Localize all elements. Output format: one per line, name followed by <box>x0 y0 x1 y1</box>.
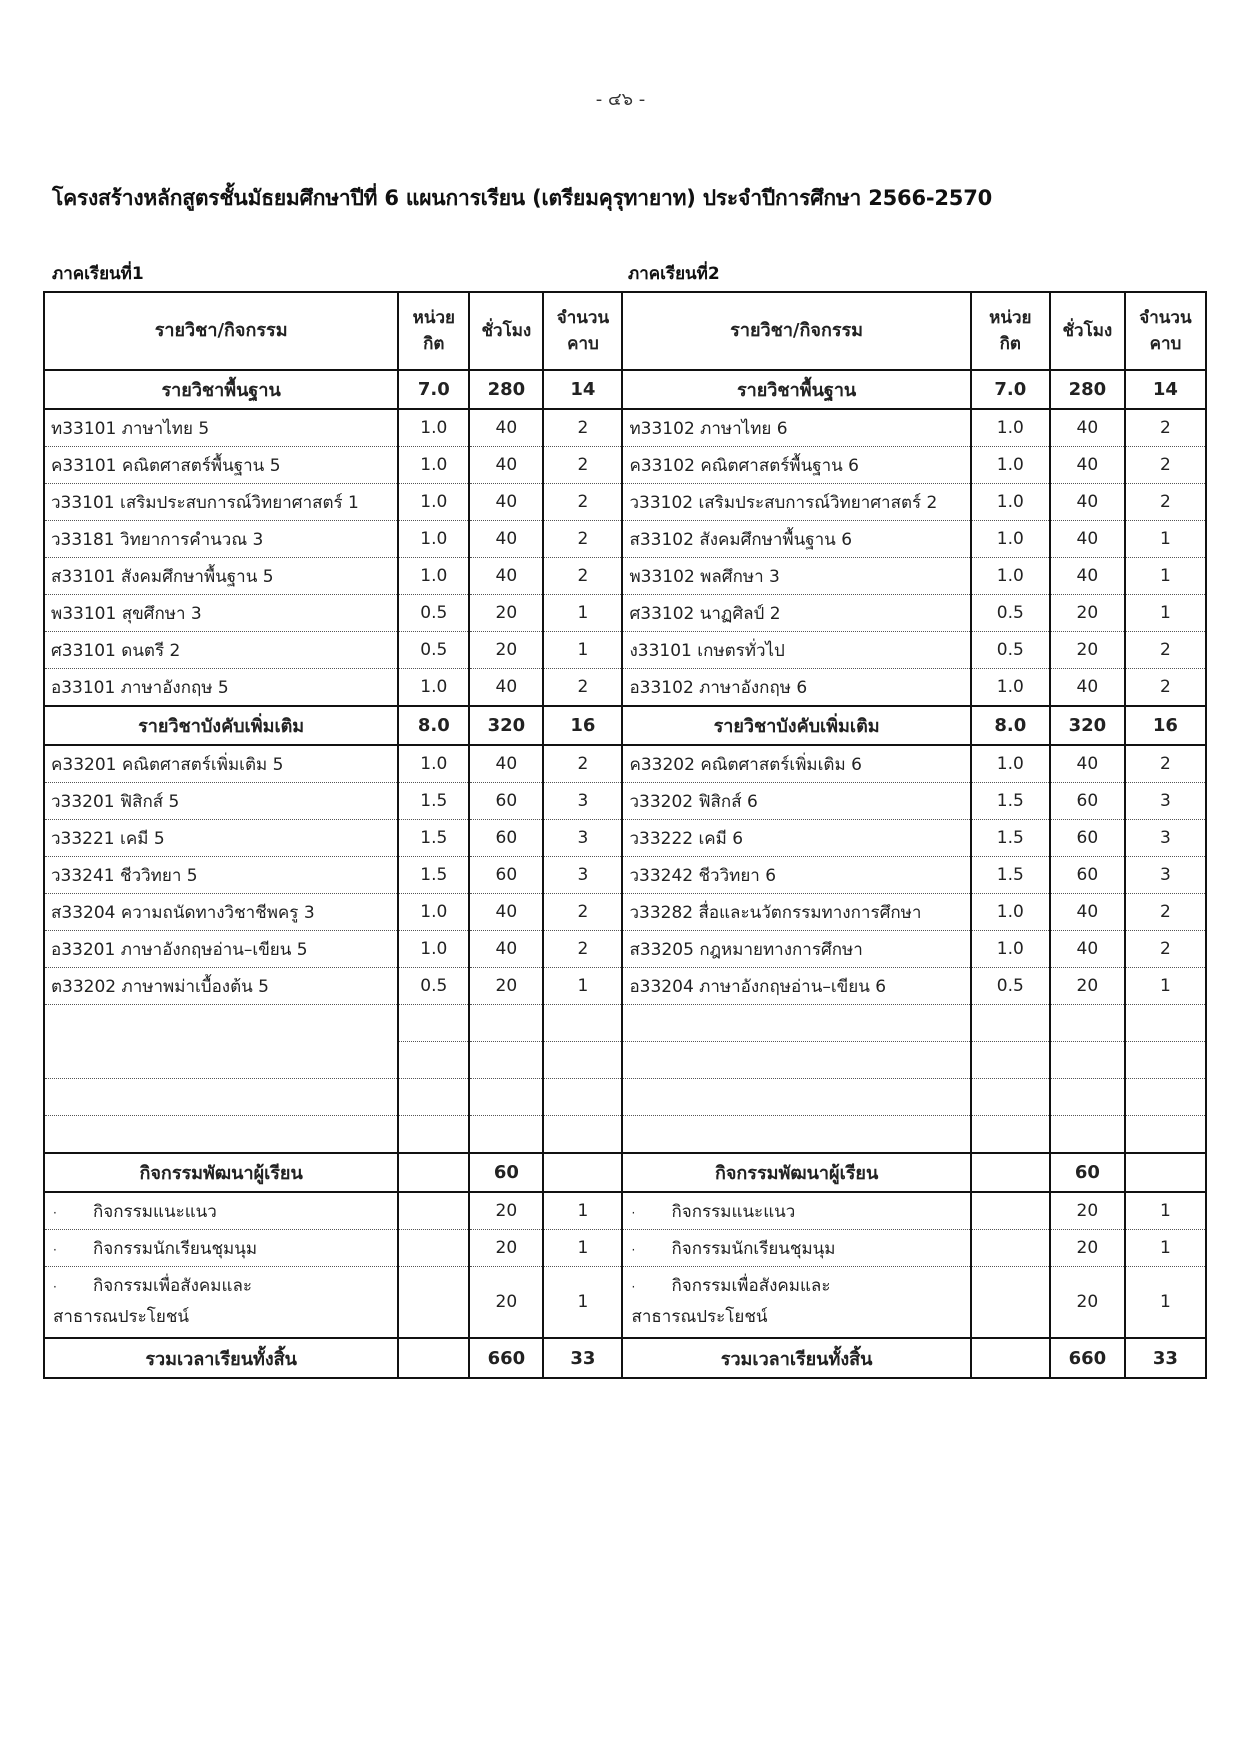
empty-cell <box>44 1042 398 1079</box>
empty-cell <box>1050 1079 1125 1116</box>
subject-cell: ค33202 คณิตศาสตร์เพิ่มเติม 6 <box>622 745 970 783</box>
section-hours: 320 <box>1050 706 1125 745</box>
header-periods-line1: จำนวน <box>556 307 610 328</box>
credits-cell: 0.5 <box>398 968 469 1005</box>
table-row <box>44 409 1206 447</box>
credits-cell: 1.5 <box>971 857 1050 894</box>
empty-row <box>44 1079 1206 1116</box>
credits-cell: 1.0 <box>971 931 1050 968</box>
hours-cell: 20 <box>1050 595 1125 632</box>
section-credits <box>398 1153 469 1192</box>
subject-cell: ส33205 กฎหมายทางการศึกษา <box>622 931 970 968</box>
empty-cell <box>622 1005 970 1042</box>
credits-cell: 1.0 <box>398 447 469 484</box>
periods-cell: 2 <box>543 745 622 783</box>
hours-cell: 40 <box>469 894 543 931</box>
credits-cell: 1.5 <box>398 783 469 820</box>
subject-cell: ว33181 วิทยาการคำนวณ 3 <box>44 521 398 558</box>
periods-cell: 2 <box>543 669 622 707</box>
periods-cell: 2 <box>543 931 622 968</box>
hours-cell: 40 <box>1050 669 1125 707</box>
hours-cell: 40 <box>469 558 543 595</box>
periods-cell: 2 <box>543 894 622 931</box>
periods-cell: 3 <box>543 820 622 857</box>
header-hours: ชั่วโมง <box>1050 292 1125 370</box>
credits-cell: 1.5 <box>971 820 1050 857</box>
table-row <box>44 447 1206 484</box>
term-2-label: ภาคเรียนที่2 <box>628 264 720 284</box>
activity-row <box>44 1192 1206 1230</box>
empty-cell <box>1050 1042 1125 1079</box>
table-row <box>44 857 1206 894</box>
periods-cell: 3 <box>1125 783 1206 820</box>
credits-cell: 1.0 <box>971 894 1050 931</box>
periods-cell: 1 <box>543 968 622 1005</box>
subject-cell: ว33201 ฟิสิกส์ 5 <box>44 783 398 820</box>
empty-cell <box>543 1079 622 1116</box>
credits-cell <box>398 1230 469 1267</box>
periods-cell: 2 <box>1125 409 1206 447</box>
hours-cell: 20 <box>1050 1267 1125 1339</box>
total-name: รวมเวลาเรียนทั้งสิ้น <box>622 1338 970 1378</box>
section-periods: 14 <box>543 370 622 409</box>
hours-cell: 40 <box>469 669 543 707</box>
subject-cell: ส33102 สังคมศึกษาพื้นฐาน 6 <box>622 521 970 558</box>
activity-label: กิจกรรมแนะแนว <box>93 1201 217 1222</box>
section-name: กิจกรรมพัฒนาผู้เรียน <box>622 1153 970 1192</box>
hours-cell: 40 <box>469 745 543 783</box>
total-periods: 33 <box>1125 1338 1206 1378</box>
subject-cell: ค33101 คณิตศาสตร์พื้นฐาน 5 <box>44 447 398 484</box>
hours-cell: 60 <box>469 857 543 894</box>
periods-cell: 2 <box>1125 745 1206 783</box>
total-periods: 33 <box>543 1338 622 1378</box>
section-periods: 16 <box>1125 706 1206 745</box>
subject-cell: ศ33101 ดนตรี 2 <box>44 632 398 669</box>
subject-cell: ท33101 ภาษาไทย 5 <box>44 409 398 447</box>
hours-cell: 60 <box>1050 820 1125 857</box>
periods-cell: 2 <box>1125 484 1206 521</box>
header-credits <box>971 292 1050 370</box>
empty-cell <box>622 1079 970 1116</box>
table-row <box>44 558 1206 595</box>
empty-cell <box>971 1005 1050 1042</box>
activity-subject-cell <box>622 1230 970 1267</box>
periods-cell: 3 <box>543 857 622 894</box>
hours-cell: 40 <box>1050 894 1125 931</box>
bullet-icon: · <box>631 1279 636 1294</box>
section-hours: 320 <box>469 706 543 745</box>
section-periods: 16 <box>543 706 622 745</box>
activity-label: กิจกรรมแนะแนว <box>671 1201 796 1222</box>
empty-row <box>44 1005 1206 1042</box>
credits-cell <box>971 1192 1050 1230</box>
periods-cell: 2 <box>543 409 622 447</box>
credits-cell: 1.0 <box>971 521 1050 558</box>
subject-cell: พ33101 สุขศึกษา 3 <box>44 595 398 632</box>
subject-cell: ค33102 คณิตศาสตร์พื้นฐาน 6 <box>622 447 970 484</box>
bullet-icon: · <box>53 1205 57 1220</box>
periods-cell: 2 <box>543 484 622 521</box>
credits-cell: 1.0 <box>398 521 469 558</box>
credits-cell <box>971 1230 1050 1267</box>
hours-cell: 60 <box>469 783 543 820</box>
credits-cell: 1.0 <box>971 745 1050 783</box>
hours-cell: 20 <box>469 1267 543 1339</box>
bullet-icon: · <box>53 1279 57 1294</box>
header-periods <box>543 292 622 370</box>
periods-cell: 1 <box>543 1267 622 1339</box>
periods-cell: 1 <box>1125 521 1206 558</box>
credits-cell <box>971 1267 1050 1339</box>
periods-cell: 2 <box>1125 447 1206 484</box>
total-hours: 660 <box>469 1338 543 1378</box>
hours-cell: 60 <box>1050 783 1125 820</box>
empty-row <box>44 1116 1206 1154</box>
table-row <box>44 521 1206 558</box>
empty-cell <box>622 1116 970 1154</box>
header-credits-line1: หน่วย <box>412 307 455 328</box>
credits-cell <box>398 1192 469 1230</box>
empty-cell <box>1125 1079 1206 1116</box>
hours-cell: 40 <box>1050 484 1125 521</box>
total-hours: 660 <box>1050 1338 1125 1378</box>
total-row <box>44 1338 1206 1378</box>
credits-cell: 1.0 <box>971 447 1050 484</box>
credits-cell: 1.0 <box>971 558 1050 595</box>
table-row <box>44 595 1206 632</box>
section-credits: 7.0 <box>398 370 469 409</box>
bullet-icon: · <box>631 1242 636 1257</box>
periods-cell: 1 <box>1125 1230 1206 1267</box>
credits-cell <box>398 1267 469 1339</box>
section-name: รายวิชาพื้นฐาน <box>44 370 398 409</box>
hours-cell: 20 <box>1050 632 1125 669</box>
periods-cell: 2 <box>543 521 622 558</box>
bullet-icon: · <box>53 1242 57 1257</box>
credits-cell: 0.5 <box>398 595 469 632</box>
periods-cell: 1 <box>543 1230 622 1267</box>
hours-cell: 40 <box>1050 745 1125 783</box>
section-hours: 60 <box>1050 1153 1125 1192</box>
credits-cell: 1.5 <box>971 783 1050 820</box>
subject-cell: ว33102 เสริมประสบการณ์วิทยาศาสตร์ 2 <box>622 484 970 521</box>
hours-cell: 40 <box>469 931 543 968</box>
credits-cell: 1.0 <box>971 409 1050 447</box>
subject-cell: พ33102 พลศึกษา 3 <box>622 558 970 595</box>
table-row <box>44 894 1206 931</box>
hours-cell: 40 <box>469 521 543 558</box>
hours-cell: 40 <box>1050 409 1125 447</box>
header-subject: รายวิชา/กิจกรรม <box>622 292 970 370</box>
empty-cell <box>469 1005 543 1042</box>
hours-cell: 40 <box>1050 558 1125 595</box>
hours-cell: 20 <box>469 1230 543 1267</box>
periods-cell: 2 <box>1125 632 1206 669</box>
credits-cell: 1.5 <box>398 820 469 857</box>
empty-cell <box>44 1116 398 1154</box>
section-name: กิจกรรมพัฒนาผู้เรียน <box>44 1153 398 1192</box>
periods-cell: 3 <box>543 783 622 820</box>
subject-cell: อ33101 ภาษาอังกฤษ 5 <box>44 669 398 707</box>
subject-cell: อ33102 ภาษาอังกฤษ 6 <box>622 669 970 707</box>
subject-cell: ว33242 ชีววิทยา 6 <box>622 857 970 894</box>
credits-cell: 0.5 <box>971 595 1050 632</box>
subject-cell: ต33202 ภาษาพม่าเบื้องต้น 5 <box>44 968 398 1005</box>
periods-cell: 2 <box>543 447 622 484</box>
empty-cell <box>971 1079 1050 1116</box>
total-credits <box>398 1338 469 1378</box>
empty-cell <box>622 1042 970 1079</box>
empty-cell <box>44 1079 398 1116</box>
hours-cell: 60 <box>469 820 543 857</box>
empty-cell <box>398 1005 469 1042</box>
empty-cell <box>469 1116 543 1154</box>
header-periods-line1: จำนวน <box>1139 307 1192 328</box>
hours-cell: 20 <box>469 968 543 1005</box>
subject-cell: ว33282 สื่อและนวัตกรรมทางการศึกษา <box>622 894 970 931</box>
hours-cell: 20 <box>1050 1230 1125 1267</box>
header-hours: ชั่วโมง <box>469 292 543 370</box>
activities-section-row <box>44 1153 1206 1192</box>
header-credits-line2: กิต <box>999 334 1021 354</box>
basic-section-row <box>44 370 1206 409</box>
curriculum-table <box>43 291 1207 1379</box>
additional-section-row <box>44 706 1206 745</box>
table-row <box>44 931 1206 968</box>
subject-cell: ว33202 ฟิสิกส์ 6 <box>622 783 970 820</box>
activity-label: กิจกรรมเพื่อสังคมและ <box>93 1275 253 1296</box>
header-periods-line2: คาบ <box>567 334 599 354</box>
credits-cell: 0.5 <box>971 632 1050 669</box>
hours-cell: 40 <box>469 484 543 521</box>
credits-cell: 0.5 <box>398 632 469 669</box>
periods-cell: 3 <box>1125 820 1206 857</box>
total-name: รวมเวลาเรียนทั้งสิ้น <box>44 1338 398 1378</box>
subject-cell: อ33201 ภาษาอังกฤษอ่าน–เขียน 5 <box>44 931 398 968</box>
activity-row <box>44 1230 1206 1267</box>
section-periods: 14 <box>1125 370 1206 409</box>
credits-cell: 1.0 <box>398 931 469 968</box>
credits-cell: 0.5 <box>971 968 1050 1005</box>
empty-cell <box>469 1079 543 1116</box>
hours-cell: 20 <box>1050 1192 1125 1230</box>
table-header-row <box>44 292 1206 370</box>
section-name: รายวิชาบังคับเพิ่มเติม <box>622 706 970 745</box>
subject-cell: ส33101 สังคมศึกษาพื้นฐาน 5 <box>44 558 398 595</box>
hours-cell: 40 <box>1050 931 1125 968</box>
periods-cell: 1 <box>1125 1192 1206 1230</box>
credits-cell: 1.0 <box>398 558 469 595</box>
header-credits-line2: กิต <box>423 334 445 354</box>
periods-cell: 3 <box>1125 857 1206 894</box>
header-subject: รายวิชา/กิจกรรม <box>44 292 398 370</box>
empty-cell <box>398 1079 469 1116</box>
subject-cell: ท33102 ภาษาไทย 6 <box>622 409 970 447</box>
section-credits: 7.0 <box>971 370 1050 409</box>
activity-label: กิจกรรมนักเรียนชุมนุม <box>93 1238 258 1259</box>
periods-cell: 1 <box>543 595 622 632</box>
hours-cell: 40 <box>1050 447 1125 484</box>
activity-label-cont: สาธารณประโยชน์ <box>53 1307 190 1327</box>
empty-cell <box>971 1042 1050 1079</box>
empty-cell <box>469 1042 543 1079</box>
table-row <box>44 783 1206 820</box>
empty-cell <box>1125 1005 1206 1042</box>
header-periods <box>1125 292 1206 370</box>
credits-cell: 1.0 <box>398 894 469 931</box>
section-credits <box>971 1153 1050 1192</box>
empty-cell <box>398 1042 469 1079</box>
header-credits <box>398 292 469 370</box>
section-name: รายวิชาพื้นฐาน <box>622 370 970 409</box>
empty-cell <box>543 1005 622 1042</box>
activity-subject-cell <box>622 1192 970 1230</box>
page-number: - ๔๖ - <box>595 89 646 110</box>
table-row <box>44 632 1206 669</box>
page-title: โครงสร้างหลักสูตรชั้นมัธยมศึกษาปีที่ 6 แผนการเรียน (เตรียมคุรุทายาท) ประจำปีการศึกษา 2566-2570 <box>52 186 993 210</box>
subject-cell: ว33241 ชีววิทยา 5 <box>44 857 398 894</box>
activity-subject-cell <box>44 1192 398 1230</box>
periods-cell: 1 <box>1125 968 1206 1005</box>
subject-cell: ว33222 เคมี 6 <box>622 820 970 857</box>
periods-cell: 2 <box>543 558 622 595</box>
periods-cell: 2 <box>1125 669 1206 707</box>
subject-cell: ค33201 คณิตศาสตร์เพิ่มเติม 5 <box>44 745 398 783</box>
activity-subject-cell <box>622 1267 970 1339</box>
hours-cell: 20 <box>1050 968 1125 1005</box>
periods-cell: 2 <box>1125 894 1206 931</box>
section-hours: 280 <box>469 370 543 409</box>
activity-label-cont: สาธารณประโยชน์ <box>631 1307 768 1327</box>
periods-cell: 1 <box>1125 595 1206 632</box>
section-periods <box>543 1153 622 1192</box>
empty-cell <box>1050 1116 1125 1154</box>
empty-cell <box>1125 1042 1206 1079</box>
table-row <box>44 669 1206 707</box>
section-periods <box>1125 1153 1206 1192</box>
credits-cell: 1.0 <box>398 745 469 783</box>
subject-cell: ว33221 เคมี 5 <box>44 820 398 857</box>
activity-subject-cell <box>44 1230 398 1267</box>
empty-cell <box>398 1116 469 1154</box>
hours-cell: 20 <box>469 632 543 669</box>
hours-cell: 20 <box>469 595 543 632</box>
hours-cell: 40 <box>1050 521 1125 558</box>
empty-cell <box>543 1042 622 1079</box>
credits-cell: 1.0 <box>971 484 1050 521</box>
empty-cell <box>1050 1005 1125 1042</box>
section-credits: 8.0 <box>398 706 469 745</box>
hours-cell: 40 <box>469 447 543 484</box>
bullet-icon: · <box>631 1205 636 1220</box>
empty-cell <box>971 1116 1050 1154</box>
hours-cell: 60 <box>1050 857 1125 894</box>
section-hours: 60 <box>469 1153 543 1192</box>
periods-cell: 1 <box>1125 1267 1206 1339</box>
term-1-label: ภาคเรียนที่1 <box>52 264 144 284</box>
empty-cell <box>1125 1116 1206 1154</box>
credits-cell: 1.0 <box>398 409 469 447</box>
activity-label: กิจกรรมเพื่อสังคมและ <box>671 1275 831 1296</box>
periods-cell: 2 <box>1125 931 1206 968</box>
activity-subject-cell <box>44 1267 398 1339</box>
hours-cell: 20 <box>469 1192 543 1230</box>
periods-cell: 1 <box>543 1192 622 1230</box>
section-name: รายวิชาบังคับเพิ่มเติม <box>44 706 398 745</box>
subject-cell: ว33101 เสริมประสบการณ์วิทยาศาสตร์ 1 <box>44 484 398 521</box>
total-credits <box>971 1338 1050 1378</box>
section-credits: 8.0 <box>971 706 1050 745</box>
subject-cell: ส33204 ความถนัดทางวิชาชีพครู 3 <box>44 894 398 931</box>
subject-cell: อ33204 ภาษาอังกฤษอ่าน–เขียน 6 <box>622 968 970 1005</box>
header-credits-line1: หน่วย <box>989 307 1032 328</box>
header-periods-line2: คาบ <box>1149 334 1182 354</box>
hours-cell: 40 <box>469 409 543 447</box>
credits-cell: 1.0 <box>398 484 469 521</box>
periods-cell: 1 <box>1125 558 1206 595</box>
subject-cell: ง33101 เกษตรทั่วไป <box>622 632 970 669</box>
empty-row <box>44 1042 1206 1079</box>
table-row <box>44 820 1206 857</box>
activity-row <box>44 1267 1206 1339</box>
credits-cell: 1.0 <box>971 669 1050 707</box>
empty-cell <box>543 1116 622 1154</box>
table-row <box>44 745 1206 783</box>
empty-cell <box>44 1005 398 1042</box>
credits-cell: 1.5 <box>398 857 469 894</box>
credits-cell: 1.0 <box>398 669 469 707</box>
section-hours: 280 <box>1050 370 1125 409</box>
subject-cell: ศ33102 นาฏศิลป์ 2 <box>622 595 970 632</box>
activity-label: กิจกรรมนักเรียนชุมนุม <box>671 1238 836 1259</box>
periods-cell: 1 <box>543 632 622 669</box>
table-row <box>44 968 1206 1005</box>
table-row <box>44 484 1206 521</box>
